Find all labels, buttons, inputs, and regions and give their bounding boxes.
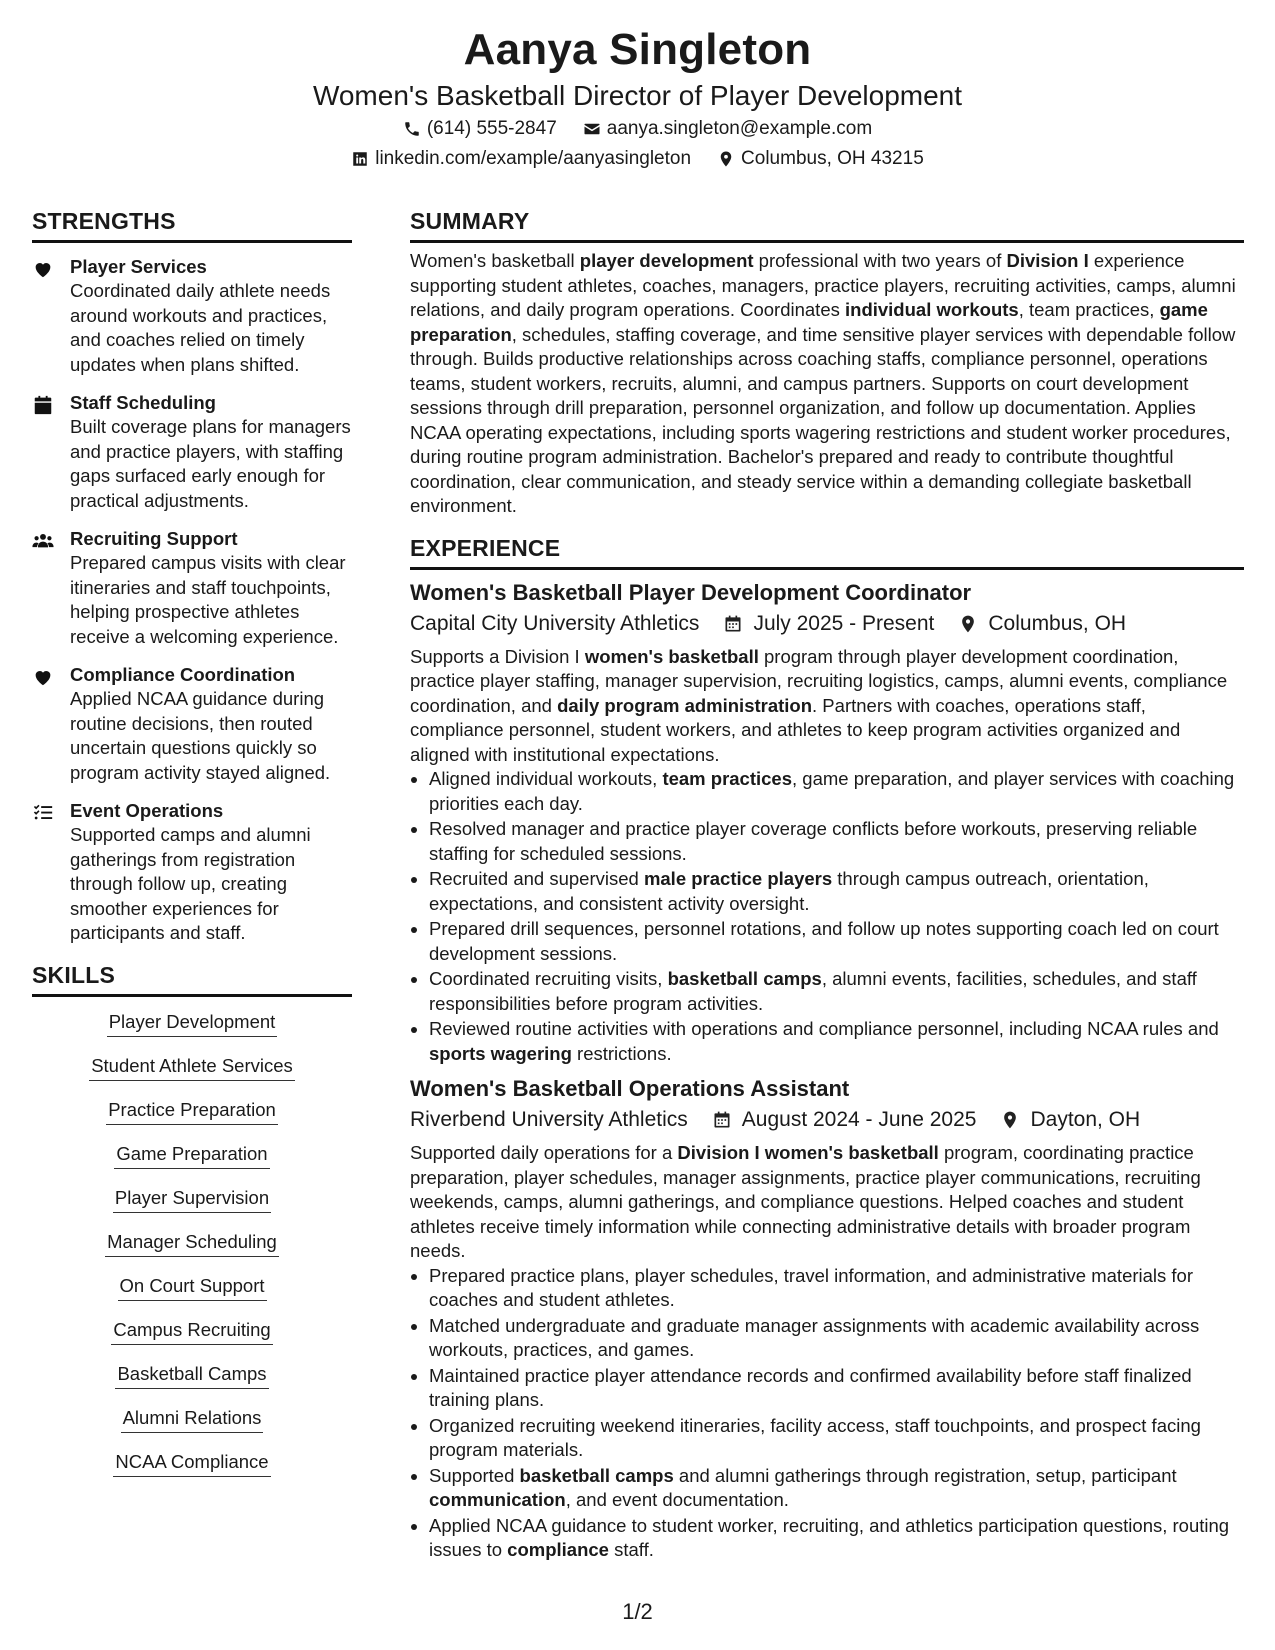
page-number: 1/2: [622, 1599, 653, 1624]
strength-icon-wrap: [32, 255, 70, 377]
experience-heading: EXPERIENCE: [410, 533, 1244, 570]
users-icon: [32, 530, 54, 552]
strengths-heading: STRENGTHS: [32, 206, 352, 243]
candidate-headline: Women's Basketball Director of Player Development: [312, 80, 963, 111]
strength-description: Built coverage plans for managers and practice players, with staffing gaps surfaced early enough for practical adjustments.: [70, 416, 351, 511]
job-entry: [410, 1074, 1244, 1563]
strength-description: Applied NCAA guidance during routine decisions, then routed uncertain questions quickly so program activity stayed aligned.: [70, 688, 331, 783]
calendar-icon: [723, 614, 743, 634]
job-bullet: • Aligned individual workouts, team practices, game preparation, and player services with coaching priorities each day.: [429, 767, 1244, 816]
strength-description: Supported camps and alumni gatherings from registration through follow up, creating smoother experiences for participants and staff.: [70, 824, 311, 943]
strength-title: Compliance Coordination: [70, 664, 296, 685]
strength-item: [32, 391, 352, 513]
phone-icon: [403, 120, 421, 138]
job-dates: July 2025 - Present: [753, 611, 935, 635]
phone-contact: [403, 114, 557, 144]
skill-tag: Basketball Camps: [115, 1361, 268, 1389]
job-dates: August 2024 - June 2025: [741, 1108, 977, 1131]
strength-title: Staff Scheduling: [70, 392, 216, 413]
skill-tag: On Court Support: [118, 1273, 267, 1301]
strength-item: [32, 255, 352, 377]
calendar-icon: [712, 1110, 732, 1130]
strength-body: [70, 391, 352, 513]
skill-row: [32, 1229, 352, 1273]
job-bullet: • Maintained practice player attendance records and confirmed availability before staff finalized training plans.: [429, 1364, 1244, 1413]
skill-row: [32, 1273, 352, 1317]
location-contact: [717, 144, 924, 174]
strength-body: [70, 527, 352, 649]
skill-row: [32, 1361, 352, 1405]
strength-body: [70, 799, 352, 946]
job-description: Supports a Division I women's basketball program through player development coordination, practice player staffing, manager supervision, recruiting logistics, camps, alumni events, compliance coordination, and daily program administration. Partners with coaches, operations staff, compliance personnel, student workers, and athletes to keep program activities organized and aligned with institutional expectations.: [410, 645, 1228, 765]
job-bullet: • Organized recruiting weekend itineraries, facility access, staff touchpoints, and prospect facing program materials.: [429, 1414, 1244, 1463]
skill-tag: Player Supervision: [113, 1185, 271, 1213]
skill-row: [32, 1141, 352, 1185]
location-text: Columbus, OH 43215: [741, 148, 924, 169]
job-bullet: • Applied NCAA guidance to student worker, recruiting, and athletics participation questions, routing issues to compliance staff.: [429, 1514, 1244, 1563]
email-text: aanya.singleton@example.com: [606, 118, 873, 139]
job-title: Women's Basketball Player Development Coordinator: [410, 579, 972, 605]
candidate-name: Aanya Singleton: [463, 25, 812, 74]
email-contact[interactable]: [583, 114, 872, 144]
job-bullet: • Resolved manager and practice player coverage conflicts before workouts, preserving reliable staffing for scheduled sessions.: [429, 817, 1244, 866]
skill-row: [32, 1449, 352, 1493]
job-organization: Riverbend University Athletics: [410, 1108, 688, 1131]
skill-row: [32, 1185, 352, 1229]
strength-item: [32, 799, 352, 946]
strength-title: Recruiting Support: [70, 528, 238, 549]
strength-description: Prepared campus visits with clear itineraries and staff touchpoints, helping prospective athletes receive a welcoming experience.: [70, 552, 346, 647]
job-bullets: [410, 1264, 1244, 1563]
strength-description: Coordinated daily athlete needs around workouts and practices, and coaches relied on timely updates when plans shifted.: [70, 280, 331, 375]
strength-title: Player Services: [70, 256, 207, 277]
job-entry: [410, 578, 1244, 1067]
linkedin-icon: [351, 150, 369, 168]
strength-body: [70, 255, 352, 377]
strengths-list: [32, 255, 352, 946]
skill-row: [32, 1009, 352, 1053]
job-location: Dayton, OH: [1030, 1108, 1141, 1131]
job-bullet: • Recruited and supervised male practice players through campus outreach, orientation, expectations, and consistent activity oversight.: [429, 867, 1244, 916]
skill-tag: Alumni Relations: [121, 1405, 264, 1433]
linkedin-contact[interactable]: [351, 144, 691, 174]
summary-text: Women's basketball player development professional with two years of Division I experience supporting student athletes, coaches, managers, practice players, recruiting activities, camps, alumni relations, and daily program operations. Coordinates individual workouts, team practices, game preparation, schedules, staffing coverage, and time sensitive player services with dependable follow through. Builds productive relationships across coaching staffs, compliance personnel, operations teams, student workers, recruits, alumni, and campus partners. Supports on court development sessions through drill preparation, personnel organization, and follow up documentation. Applies NCAA operating expectations, including sports wagering restrictions and student worker procedures, during routine program administration. Bachelor's prepared and ready to contribute thoughtful coordination, clear communication, and steady service within a demanding collegiate basketball environment.: [410, 250, 1236, 516]
skill-tag: Student Athlete Services: [89, 1053, 295, 1081]
map-pin-icon: [717, 150, 735, 168]
job-bullet: • Prepared drill sequences, personnel rotations, and follow up notes supporting coach led on court development sessions.: [429, 917, 1244, 966]
resume-header: [0, 22, 1275, 174]
job-bullet: • Prepared practice plans, player schedules, travel information, and administrative materials for coaches and student athletes.: [429, 1264, 1244, 1313]
strength-item: [32, 527, 352, 649]
strength-icon-wrap: [32, 391, 70, 513]
skill-tag: Manager Scheduling: [105, 1229, 279, 1257]
skill-tag: Practice Preparation: [106, 1097, 278, 1125]
heart-icon: [32, 666, 54, 688]
skill-row: [32, 1405, 352, 1449]
job-meta: [410, 609, 1244, 639]
job-bullets: [410, 767, 1244, 1066]
summary-heading: SUMMARY: [410, 206, 1244, 243]
phone-text: (614) 555-2847: [426, 118, 557, 139]
skills-list: [32, 1009, 352, 1493]
strength-icon-wrap: [32, 799, 70, 946]
left-column: [32, 206, 352, 1493]
job-bullet: • Supported basketball camps and alumni gatherings through registration, setup, participant communication, and event documentation.: [429, 1464, 1244, 1513]
map-pin-icon: [958, 614, 978, 634]
job-bullet: • Reviewed routine activities with operations and compliance personnel, including NCAA rules and sports wagering restrictions.: [429, 1017, 1244, 1066]
linkedin-text: linkedin.com/example/aanyasingleton: [375, 148, 692, 169]
skill-tag: Player Development: [107, 1009, 278, 1037]
skill-row: [32, 1317, 352, 1361]
contact-row-2: [0, 144, 1275, 174]
strength-icon-wrap: [32, 663, 70, 785]
right-column: [410, 206, 1244, 1564]
job-title: Women's Basketball Operations Assistant: [410, 1076, 850, 1101]
strength-title: Event Operations: [70, 800, 224, 821]
job-location: Columbus, OH: [988, 611, 1127, 635]
list-check-icon: [32, 802, 54, 824]
heart-icon: [32, 258, 54, 280]
job-meta: [410, 1105, 1244, 1135]
job-bullet: • Coordinated recruiting visits, basketball camps, alumni events, facilities, schedules, and staff responsibilities before program activities.: [429, 967, 1244, 1016]
skill-tag: Campus Recruiting: [111, 1317, 272, 1345]
skill-row: [32, 1097, 352, 1141]
strength-item: [32, 663, 352, 785]
skill-tag: NCAA Compliance: [113, 1449, 270, 1477]
envelope-icon: [583, 120, 601, 138]
job-organization: Capital City University Athletics: [410, 611, 700, 635]
calendar-icon: [32, 394, 54, 416]
skill-row: [32, 1053, 352, 1097]
job-bullet: • Matched undergraduate and graduate manager assignments with academic availability across workouts, practices, and games.: [429, 1314, 1244, 1363]
experience-list: [410, 578, 1244, 1563]
strength-body: [70, 663, 352, 785]
skill-tag: Game Preparation: [114, 1141, 269, 1169]
skills-heading: SKILLS: [32, 960, 352, 997]
contact-row-1: [0, 114, 1275, 144]
map-pin-icon: [1000, 1110, 1020, 1130]
strength-icon-wrap: [32, 527, 70, 649]
job-description: Supported daily operations for a Division I women's basketball program, coordinating practice preparation, player schedules, manager assignments, practice player communications, recruiting weekends, camps, alumni gatherings, and compliance questions. Helped coaches and student athletes receive timely information while connecting administrative details with broader program needs.: [410, 1142, 1201, 1261]
